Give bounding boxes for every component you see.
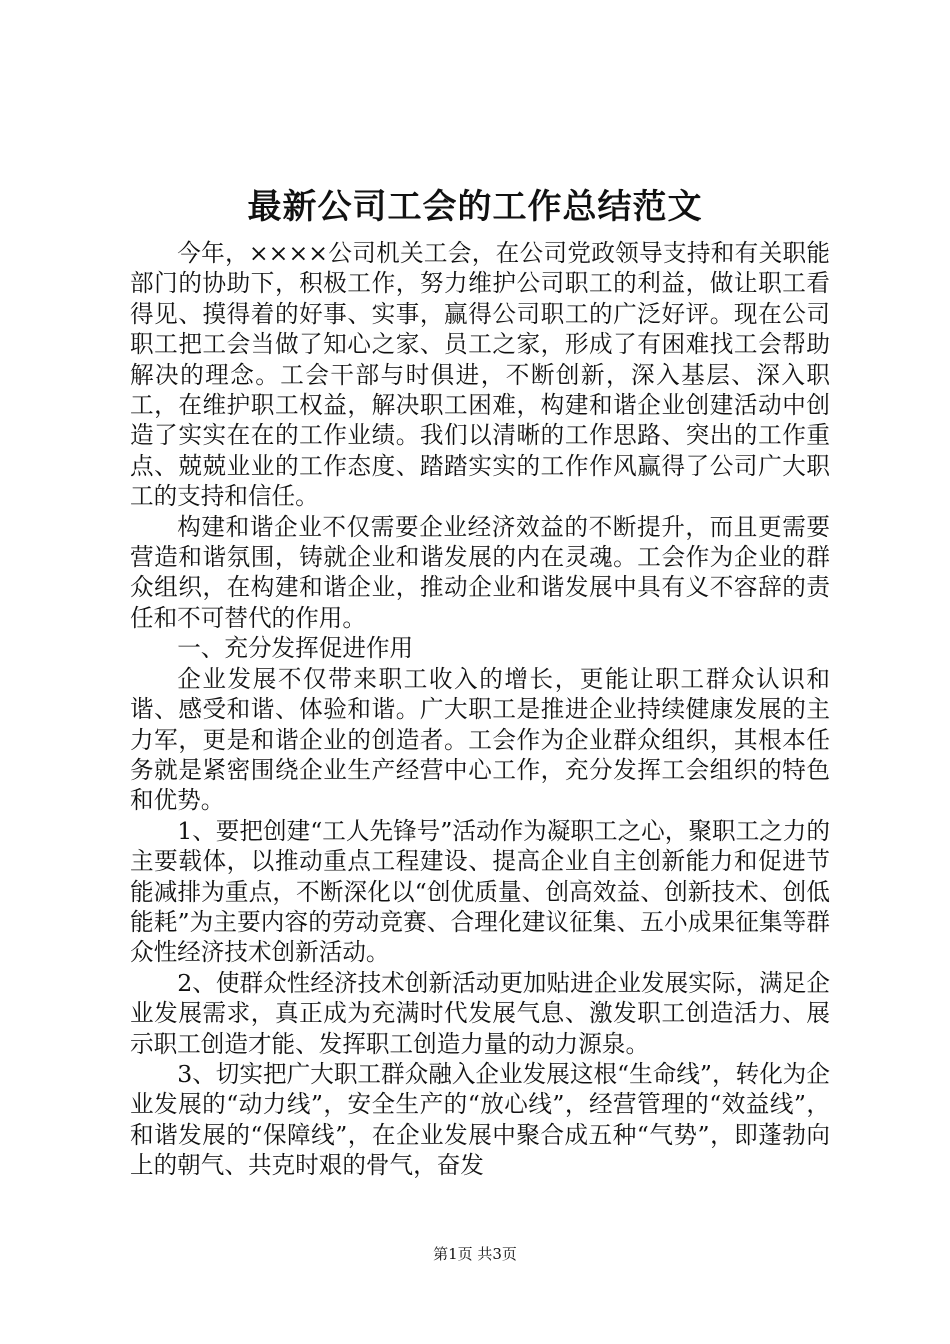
paragraph-intro: 今年，××××公司机关工会，在公司党政领导支持和有关职能部门的协助下，积极工作，努力维护公司职工的利益，做让职工看得见、摸得着的好事、实事，赢得公司职工的广泛好评。现在公司职工把工会当做了知心之家、员工之家，形成了有困难找工会帮助解决的理念。工会干部与时俱进，不断创新，深入基层、深入职工，在维护职工权益，解决职工困难，构建和谐企业创建活动中创造了实实在在的工作业绩。我们以清晰的工作思路、突出的工作重点、兢兢业业的工作态度、踏踏实实的工作作风赢得了公司广大职工的支持和信任。 xyxy=(130,239,830,511)
document-body xyxy=(130,238,830,1181)
section-heading-1: 一、充分发挥促进作用 xyxy=(177,634,414,663)
page-number-footer: 第1页 共3页 xyxy=(433,1245,517,1263)
list-item-3: 3、切实把广大职工群众融入企业发展这根“生命线”，转化为企业发展的“动力线”，安全生产的“放心线”，经营管理的“效益线”，和谐发展的“保障线”，在企业发展中聚合成五种“气势”，即蓬勃向上的朝气、共克时艰的骨气，奋发 xyxy=(130,1059,830,1180)
paragraph-development: 企业发展不仅带来职工收入的增长，更能让职工群众认识和谐、感受和谐、体验和谐。广大职工是推进企业持续健康发展的主力军，更是和谐企业的创造者。工会作为企业群众组织，其根本任务就是紧密围绕企业生产经营中心工作，充分发挥工会组织的特色和优势。 xyxy=(130,664,830,815)
list-item-2: 2、使群众性经济技术创新活动更加贴进企业发展实际，满足企业发展需求，真正成为充满时代发展气息、激发职工创造活力、展示职工创造才能、发挥职工创造力量的动力源泉。 xyxy=(130,968,830,1058)
list-item-1: 1、要把创建“工人先锋号”活动作为凝职工之心，聚职工之力的主要载体，以推动重点工程建设、提高企业自主创新能力和促进节能减排为重点，不断深化以“创优质量、创高效益、创新技术、创低能耗”为主要内容的劳动竞赛、合理化建议征集、五小成果征集等群众性经济技术创新活动。 xyxy=(130,816,830,967)
paragraph-harmony: 构建和谐企业不仅需要企业经济效益的不断提升，而且更需要营造和谐氛围，铸就企业和谐发展的内在灵魂。工会作为企业的群众组织，在构建和谐企业，推动企业和谐发展中具有义不容辞的责任和不可替代的作用。 xyxy=(130,512,830,632)
document-title: 最新公司工会的工作总结范文 xyxy=(247,187,703,227)
